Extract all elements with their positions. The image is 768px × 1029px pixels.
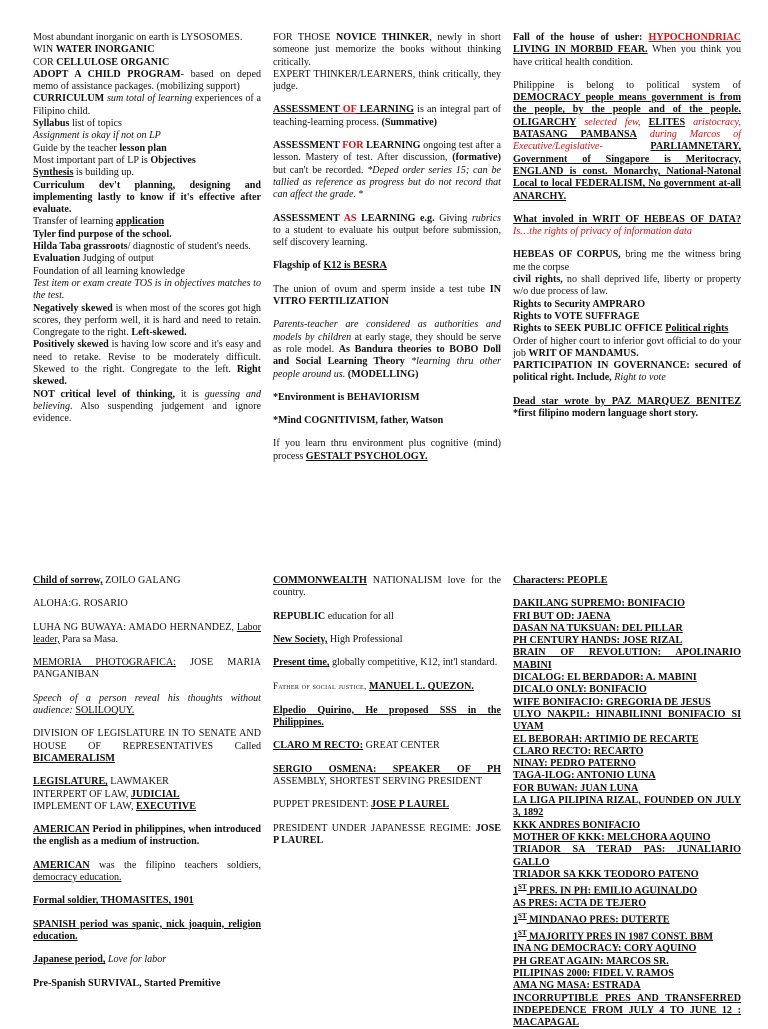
note-q06 [273,705,501,730]
text-run: ST [518,912,527,921]
text-run: The union of ovum and sperm inside a test tube [273,283,490,295]
text-run: 1 [513,885,519,897]
note-p12 [33,895,261,907]
text-run: Hilda Taba grassroots [33,241,128,253]
text-run: Negatively skewed [33,302,113,314]
text-run: WATER INORGANIC [55,44,155,56]
text-run: education for all [325,610,394,622]
text-run: BATASANG PAMBANSA [513,129,637,141]
text-run: Synthesis [33,167,74,179]
text-run: at early stage, they should be serve as role model. [273,331,501,355]
note-s12 [513,758,741,770]
text-run: COMMONWEALTH [273,575,367,586]
note-p07 [33,776,261,788]
text-run: Political rights [665,323,729,335]
text-run: WIN [33,44,56,56]
text-run: rubrics [471,212,501,224]
text-run: PH GREAT AGAIN: MARCOS SR. [513,955,669,967]
note-m10 [273,415,501,427]
text-run: (Summative) [381,116,437,128]
text-run: JOSE P LAUREL [371,799,449,811]
text-run: Positively skewed [33,339,109,351]
note-s20 [513,881,741,898]
text-run: ongoing test after a lesson. Mastery of test. After discussion, [273,140,501,164]
text-run: SERGIO OSMENA: SPEAKER OF PH [273,763,501,775]
text-run: ALOHA:G. ROSARIO [33,598,128,610]
note-m11 [273,438,501,463]
text-run: Order of higher court to inferior govt official to do your job [513,335,741,359]
text-run: MOTHER OF KKK: MELCHORA AQUINO [513,831,711,843]
top-left-column [33,32,261,426]
text-run [641,117,649,128]
text-run: Assignment is okay if not on LP [33,130,161,142]
text-run: sum total of learning [104,93,193,105]
text-run: DASAN NA TUKSUAN: DEL PILLAR [513,622,683,634]
note-l12 [33,216,261,228]
text-run: HEBEAS OF CORPUS, [513,249,621,261]
bottom-middle-column [273,575,501,847]
note-s00 [513,575,741,587]
note-l10 [33,167,261,179]
text-run: globally competitive, K12, int'l standard. [329,657,498,669]
text-run: Dead star wrote by [513,395,612,407]
text-run: PARLIAMNETARY, Government of Singapore is Meritocracy, ENGLAND is const. Monarchy, National-Natonal Local to local FEDERALISM, No government at-all ANARCHY. [513,141,741,202]
note-q10 [273,823,501,848]
note-l17 [33,278,261,303]
text-run: Right skewed. [33,364,261,388]
text-run: FOR BUWAN: JUAN LUNA [513,782,639,794]
text-run: EXPERT THINKER/LEARNERS, think critically, they judge. [273,68,501,93]
note-s24 [513,943,741,955]
text-run: Para sa Masa. [59,633,119,645]
text-run: Guide by the teacher [33,142,120,154]
note-s06 [513,672,741,684]
text-run: OF [342,104,357,116]
note-q03 [273,634,501,646]
text-run: MANUEL L. QUEZON. [369,681,474,693]
text-run: * [355,189,364,201]
text-run: during Marcos of Executive/Legislative- [513,129,741,153]
text-run: Evaluation [33,253,81,265]
note-s10 [513,734,741,746]
text-run: Philippine is belong to political system of [513,79,741,91]
note-r05 [513,274,741,299]
text-run: K12 is BESRA [323,260,387,272]
text-run: ST [518,883,527,892]
note-m07 [273,284,501,309]
text-run: but can't be recorded. [273,164,368,176]
note-m06 [273,260,501,272]
note-q08 [273,764,501,789]
text-run: EXECUTIVE [135,800,196,812]
note-l04 [33,69,261,94]
note-r02 [513,80,741,203]
text-run: MAJORITY PRES IN 1987 CONST. BBM [526,931,714,943]
text-run: JUDICIAL [130,788,180,800]
text-run: Elpedio Quirino, He proposed SSS in the Philippines. [273,704,501,729]
text-run: Parents-teacher are considered as authorities and models by children [273,319,501,343]
text-run: PRES. IN PH: EMILIO AGUINALDO [526,885,698,897]
note-l16 [33,266,261,278]
text-run: FOR THOSE [273,32,336,43]
text-run: aristocracy, [685,116,742,128]
text-run: Japanese period, [33,954,106,966]
text-run: to a student to evaluate his output before submission, self discovery learning. [273,224,501,249]
note-q05 [273,680,501,693]
text-run: list of topics [69,118,122,130]
text-run: Syllabus [33,118,70,130]
note-s03 [513,623,741,635]
text-run: TRIADOR SA TERAD PAS: JUNALIARIO GALLO [513,844,741,868]
note-q09 [273,799,501,811]
note-l02 [33,44,261,56]
text-run: LEARNING e.g. [356,212,435,224]
text-run: ST [518,928,527,937]
text-run: ULYO NAKPIL: HINABILINNI BONIFACIO SI UYAM [513,708,741,733]
text-run: ZOILO GALANG [102,575,181,586]
text-run: NOVICE THINKER [335,32,430,43]
text-run: . Also suspending judgement and ignore evidence. [33,400,261,425]
text-run: NOT critical level of thinking, [33,388,176,400]
text-run: FOR [342,140,364,152]
text-run: (MODELLING) [345,368,419,380]
text-run: Judging of output [80,253,154,265]
note-s04 [513,635,741,647]
text-run: CLARO M RECTO: [273,740,364,752]
text-run: JOSE P LAUREL [273,822,501,846]
text-run: TAGA-ILOG: ANTONIO LUNA [513,770,656,782]
note-p14 [33,954,261,966]
text-run: HYPOCHONDRIAC [648,32,741,43]
text-run: Period in philippines, when introduced the english as a medium of instruction. [33,824,261,848]
text-run: NINAY: PEDRO PATERNO [513,758,636,770]
text-run: ELITES [648,116,686,128]
text-run: If you learn thru environment plus cognitive (mind) process [273,438,501,462]
note-s15 [513,795,741,820]
text-run: DAKILANG SUPREMO: BONIFACIO [513,598,685,610]
text-run: NATIONALISM love for the country. [273,575,501,599]
note-p06 [33,728,261,765]
text-run: ASSESSMENT [273,212,344,224]
text-run: LIVING IN MORBID FEAR. [513,44,648,56]
text-run: MEMORIA PHOTOGRAFICA: [33,657,176,669]
text-run: AMA NG MASA: ESTRADA [513,980,641,992]
note-s25 [513,956,741,968]
text-run: PARTICIPATION IN GOVERNANCE: secured of political right. Include, [513,360,741,384]
text-run: LEGISLATURE, [33,776,108,788]
note-r04 [513,249,741,274]
text-run: FRI BUT OD: JAENA [513,610,611,622]
note-l07 [33,130,261,142]
text-run: *learning thru other people around us. [273,356,501,380]
note-m01 [273,32,501,69]
note-r07 [513,311,741,323]
text-run: 1 [513,914,519,926]
text-run: lesson plan [119,142,167,154]
note-l14 [33,241,261,253]
note-p13 [33,919,261,944]
note-m09 [273,392,501,404]
text-run: Foundation of all learning knowledge [33,265,185,277]
note-s11 [513,746,741,758]
text-run: When you think you have critical health condition. [513,44,741,68]
note-l20 [33,389,261,426]
note-r06 [513,299,741,311]
text-run: WIFE BONIFACIO: GREGORIA DE JESUS [513,696,711,708]
text-run: / diagnostic of student's needs. [127,241,251,253]
text-run: Objectives [150,154,196,166]
top-middle-column [273,32,501,463]
text-run: LUHA NG BUWAYA: AMADO HERNANDEZ, [33,621,237,633]
text-run: PAZ MARQUEZ BENITEZ [611,395,742,407]
text-run: selected few, [576,116,641,128]
note-l09 [33,155,261,167]
note-m03 [273,104,501,129]
note-r10 [513,360,741,385]
text-run: is building up. [73,167,134,179]
text-run: DICALOG: EL BERDADOR: A. MABINI [513,672,697,684]
text-run: As Bandura theories to BOBO Doll and Social Learning Theory [273,343,501,368]
text-run [603,141,651,152]
text-run: COR [33,56,57,68]
text-run: Rights to Security AMPRARO [513,298,646,310]
bottom-left-column [33,575,261,990]
text-run: ASSESSMENT [273,104,343,116]
text-run: Rights to SEEK PUBLIC OFFICE [513,323,666,335]
text-run: New Society, [273,633,328,645]
note-s13 [513,770,741,782]
text-run: *Deped order series 15; can be tallied as reference as progress but do not record that can affect the grade. [273,164,501,201]
text-run: JOSE MARIA PANGANIBAN [33,657,261,681]
text-run: AS PRES: ACTA DE TEJERO [513,897,647,909]
text-run: Most important part of LP is [33,154,151,166]
text-run: guessing and believing [33,388,261,412]
text-run: Characters: PEOPLE [513,575,608,586]
text-run: ASSEMBLY, SHORTEST SERVING PRESIDENT [273,775,483,787]
text-run: INTERPERT OF LAW, [33,788,131,800]
note-l15 [33,253,261,265]
note-m04 [273,140,501,201]
text-run: DEMOCRACY people means government is from the people, by the people and of the people. [513,92,741,116]
text-run: GREAT CENTER [363,740,440,752]
note-l19 [33,339,261,388]
text-run: PH CENTURY HANDS: JOSE RIZAL [513,635,683,647]
text-run: SOLILOQUY. [75,705,135,717]
note-l05 [33,93,261,118]
note-l11 [33,180,261,217]
note-m05 [273,213,501,250]
text-run: Fall of the house of usher: [513,32,649,43]
text-run: (formative) [452,152,501,164]
note-s17 [513,832,741,844]
text-run: Labor leader, [33,621,261,645]
text-run: CLARO RECTO: RECARTO [513,745,644,757]
text-run: 1 [513,931,519,943]
text-run: Child of sorrow, [33,575,103,586]
note-l06 [33,118,261,130]
text-run: INA NG DEMOCRACY: CORY AQUINO [513,943,697,955]
top-right-column [513,32,741,420]
text-run: application [115,216,165,228]
text-run: IN VITRO FERTILIZATION [273,283,501,308]
text-run: democracy education. [33,872,122,884]
text-run: PUPPET PRESIDENT: [273,799,372,811]
text-run: - based on deped memo of assistance packages. (mobilizing support) [33,68,262,93]
note-m02 [273,69,501,94]
note-p10 [33,824,261,849]
note-s23 [513,927,741,944]
text-run: civil rights, [513,274,563,286]
text-run: it is [175,388,205,400]
text-run: Right to vote [611,372,666,384]
text-run: BICAMERALISM [33,752,115,764]
note-r03 [513,214,741,239]
note-r09 [513,336,741,361]
text-run: LEARNING [363,140,421,152]
text-run: Tyler find purpose of the school. [33,228,172,240]
text-run: is when most of the scores got high scores, they perform well, it is hard and need to retain. Congregate to the right. [33,302,261,339]
note-s19 [513,869,741,881]
text-run: MINDANAO PRES: DUTERTE [526,914,670,926]
text-run: EL BEBORAH: ARTIMIO DE RECARTE [513,733,699,745]
note-l08 [33,143,261,155]
note-s22 [513,910,741,927]
text-run: experiences of a Filipino child. [33,93,262,117]
note-p03 [33,622,261,647]
text-run: Father of social justice, [273,681,367,692]
text-run: DICALO ONLY: BONIFACIO [513,684,647,696]
text-run: is an integral part of teaching-learning process. [273,104,501,128]
text-run: PILIPINAS 2000: FIDEL V. RAMOS [513,967,674,979]
note-s08 [513,697,741,709]
text-run: Formal soldier, THOMASITES, 1901 [33,895,194,907]
text-run: Rights to VOTE SUFFRAGE [513,310,640,322]
note-s21 [513,898,741,910]
text-run: SPANISH period was spanic, nick joaquin, religion education. [33,918,261,942]
text-run: High Professional [327,633,403,645]
text-run: was the filipino teachers soldiers, [89,859,261,871]
note-q01 [273,575,501,600]
note-p15 [33,978,261,990]
text-run: Most abundant inorganic on earth is LYSOSOMES. [33,32,243,43]
note-s16 [513,820,741,832]
text-run: AMERICAN [33,859,90,871]
note-l01 [33,32,261,44]
text-run: is having low score and it's easy and need to retake. Revise to be moderately difficult. Skewed to the right. Congregate to the left. [33,339,261,376]
text-run: BRAIN OF REVOLUTION: APOLINARIO MABINI [513,647,741,671]
note-p11 [33,860,261,885]
text-run: IMPLEMENT OF LAW, [33,800,136,812]
text-run: , newly in short someone just memorize the books without thinking critically. [273,32,501,68]
note-s18 [513,844,741,869]
note-p01 [33,575,261,587]
note-s02 [513,611,741,623]
text-run: Love for labor [105,954,167,966]
text-run: bring me the witness bring me the corpse [513,249,741,273]
text-run: WRIT OF MANDAMUS. [528,347,639,359]
text-run: AMERICAN [33,824,90,836]
text-run: DIVISION OF LEGISLATURE IN TO SENATE AND HOUSE OF REPRESENTATIVES Called [33,728,261,752]
note-s05 [513,647,741,672]
text-run: KKK ANDRES BONIFACIO [513,819,641,831]
text-run: TRIADOR SA KKK TEODORO PATENO [513,868,699,880]
note-r08 [513,323,741,335]
text-run: OLIGARCHY [513,116,577,128]
note-r01 [513,32,741,69]
text-run: Giving [434,212,472,224]
note-r11 [513,396,741,421]
bottom-right-column [513,575,741,1029]
text-run: REPUBLIC [273,610,326,622]
note-q04 [273,657,501,669]
text-run: Left-skewed. [131,327,187,339]
text-run: PRESIDENT UNDER JAPANESSE REGIME: [273,822,476,834]
text-run: *first filipino modern language short story. [513,408,699,420]
text-run: INCORRUPTIBLE PRES AND TRANSFERRED INDEPEDENCE FROM JULY 4 TO JUNE 12 : MACAPAGAL [513,992,741,1029]
text-run: Flagship of [273,260,324,272]
text-run: *Environment is BEHAVIORISM [273,391,420,403]
note-p02 [33,598,261,610]
note-q02 [273,611,501,623]
note-p04 [33,657,261,682]
note-l18 [33,303,261,340]
note-s14 [513,783,741,795]
text-run: What involed in WRIT OF HEBEAS OF DATA? [513,213,741,225]
note-l13 [33,229,261,241]
text-run: LEARNING [356,104,414,116]
text-run: CELLULOSE ORGANIC [56,56,170,68]
note-p09 [33,801,261,813]
text-run: Pre-Spanish SURVIVAL, Started Premitive [33,977,221,989]
text-run: LAWMAKER [107,776,169,788]
text-run: *Mind COGNITIVISM, father, Watson [273,415,444,427]
text-run: Present time, [273,657,330,669]
text-run: Test item or exam create TOS is in objectives matches to the test. [33,277,261,302]
note-s09 [513,709,741,734]
note-q07 [273,740,501,752]
text-run: ASSESSMENT [273,140,343,152]
text-run: Speech of a person reveal his thoughts without audience: [33,692,261,717]
note-p08 [33,789,261,801]
note-s07 [513,684,741,696]
text-run: Transfer of learning [33,216,116,228]
text-run: GESTALT PSYCHOLOGY. [305,450,428,462]
note-m08 [273,319,501,380]
note-p05 [33,693,261,718]
text-run: AS [343,212,357,224]
note-s01 [513,598,741,610]
note-l03 [33,57,261,69]
note-s27 [513,980,741,992]
text-run: Curriculum dev't planning, designing and implementing lastly to know if it's effective after evaluate. [33,179,261,216]
text-run: CURRICULUM [33,93,105,105]
text-run: ADOPT A CHILD PROGRAM [33,68,181,80]
text-run: no shall deprived life, liberty or property w/o due process of law. [513,274,741,298]
note-s26 [513,968,741,980]
text-run: Is…the rights of privacy of information data [513,226,692,238]
text-run: LA LIGA PILIPINA RIZAL, FOUNDED ON JULY 3, 1892 [513,795,741,819]
